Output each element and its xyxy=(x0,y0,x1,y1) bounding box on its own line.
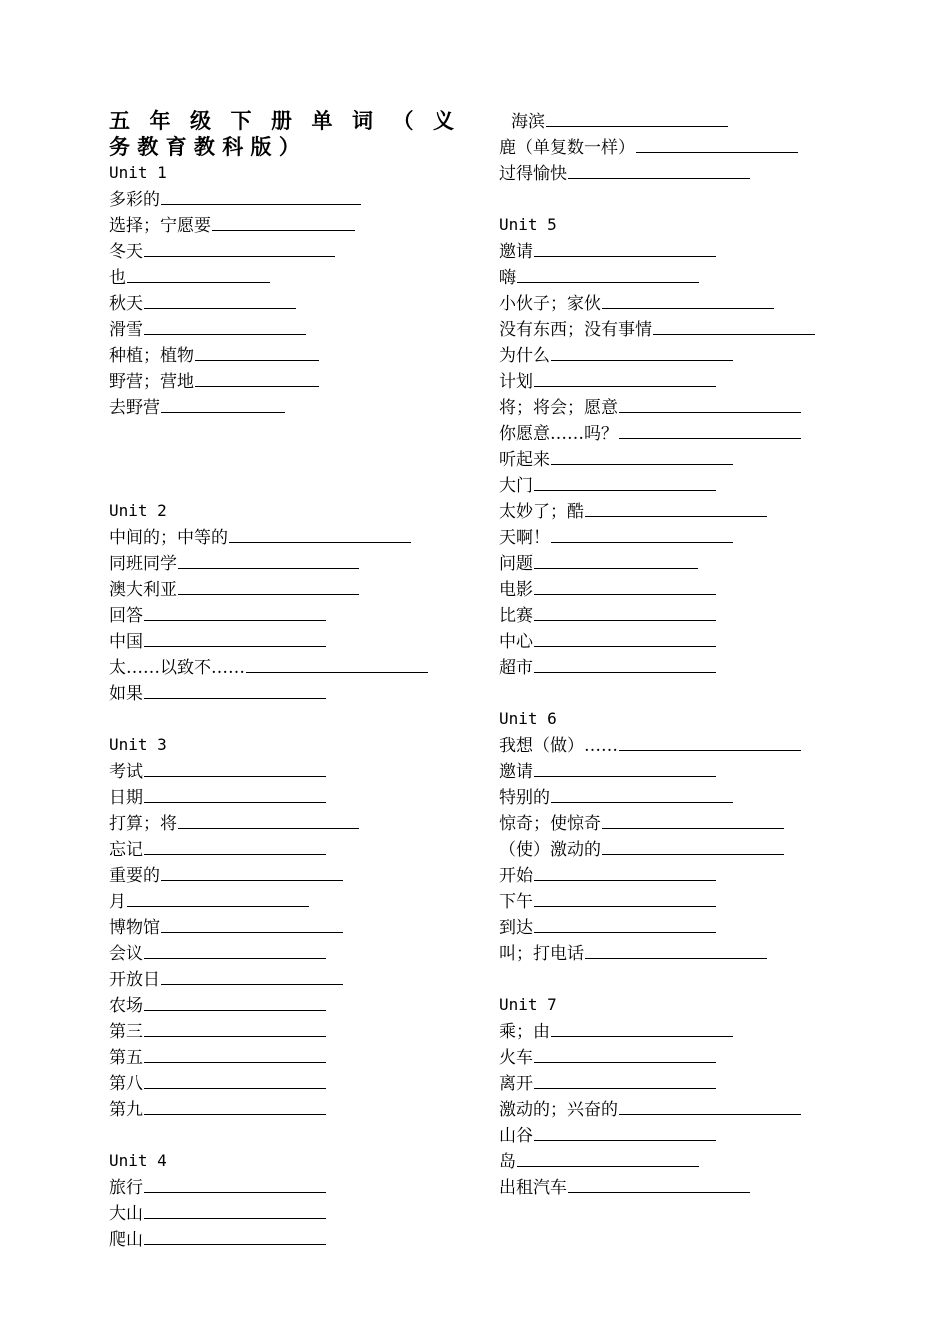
answer-blank[interactable] xyxy=(619,1096,801,1115)
answer-blank[interactable] xyxy=(551,784,733,803)
answer-blank[interactable] xyxy=(534,1122,716,1141)
word-label: 惊奇；使惊奇 xyxy=(499,814,601,834)
word-label: 你愿意……吗？ xyxy=(499,424,618,444)
answer-blank[interactable] xyxy=(144,1226,326,1245)
answer-blank[interactable] xyxy=(178,810,359,829)
word-label: 农场 xyxy=(109,996,143,1016)
word-label: 乘；由 xyxy=(499,1022,550,1042)
answer-blank[interactable] xyxy=(144,238,335,257)
word-label: 中间的；中等的 xyxy=(109,528,228,548)
word-label: 同班同学 xyxy=(109,554,177,574)
answer-blank[interactable] xyxy=(551,1018,733,1037)
word-label: 月 xyxy=(109,892,126,912)
word-row xyxy=(499,654,844,680)
unit-heading: Unit 7 xyxy=(499,995,557,1014)
answer-blank[interactable] xyxy=(534,368,716,387)
word-label: 会议 xyxy=(109,944,143,964)
word-row xyxy=(109,1044,454,1070)
answer-blank[interactable] xyxy=(534,550,698,569)
word-label: 考试 xyxy=(109,762,143,782)
word-label: 野营；营地 xyxy=(109,372,194,392)
word-label: 如果 xyxy=(109,684,143,704)
answer-blank[interactable] xyxy=(534,576,716,595)
unit-heading: Unit 2 xyxy=(109,501,167,520)
answer-blank[interactable] xyxy=(161,966,343,985)
answer-blank[interactable] xyxy=(619,732,801,751)
answer-blank[interactable] xyxy=(144,1174,326,1193)
answer-blank[interactable] xyxy=(161,394,285,413)
answer-blank[interactable] xyxy=(212,212,355,231)
word-row xyxy=(499,862,844,888)
answer-blank[interactable] xyxy=(229,524,411,543)
answer-blank[interactable] xyxy=(144,1200,326,1219)
word-label: 太……以致不…… xyxy=(109,658,245,678)
answer-blank[interactable] xyxy=(144,680,326,699)
word-row xyxy=(499,368,844,394)
answer-blank[interactable] xyxy=(161,186,361,205)
word-label: 开始 xyxy=(499,866,533,886)
word-row xyxy=(499,1070,844,1096)
word-row xyxy=(499,160,844,186)
word-row xyxy=(499,836,844,862)
word-row xyxy=(109,914,454,940)
word-row xyxy=(109,316,454,342)
word-label: 滑雪 xyxy=(109,320,143,340)
answer-blank[interactable] xyxy=(178,550,359,569)
word-row xyxy=(499,1122,844,1148)
answer-blank[interactable] xyxy=(534,1044,716,1063)
word-row xyxy=(109,212,454,238)
answer-blank[interactable] xyxy=(585,498,767,517)
word-label: 也 xyxy=(109,268,126,288)
answer-blank[interactable] xyxy=(551,342,733,361)
word-label: 激动的；兴奋的 xyxy=(499,1100,618,1120)
unit-heading: Unit 4 xyxy=(109,1151,167,1170)
answer-blank[interactable] xyxy=(144,1044,326,1063)
answer-blank[interactable] xyxy=(144,940,326,959)
word-label: 出租汽车 xyxy=(499,1178,567,1198)
word-row xyxy=(499,758,844,784)
answer-blank[interactable] xyxy=(534,628,716,647)
word-row xyxy=(109,758,454,784)
word-row xyxy=(499,784,844,810)
answer-blank[interactable] xyxy=(534,654,716,673)
word-label: 旅行 xyxy=(109,1178,143,1198)
word-row xyxy=(109,1070,454,1096)
word-row xyxy=(109,524,454,550)
word-label: 邀请 xyxy=(499,242,533,262)
answer-blank[interactable] xyxy=(144,316,306,335)
word-row xyxy=(109,966,454,992)
answer-blank[interactable] xyxy=(568,1174,750,1193)
answer-blank[interactable] xyxy=(144,758,326,777)
word-row xyxy=(109,602,454,628)
word-row xyxy=(499,238,844,264)
word-label: 第九 xyxy=(109,1100,143,1120)
answer-blank[interactable] xyxy=(585,940,767,959)
word-row xyxy=(109,1200,454,1226)
word-row xyxy=(109,992,454,1018)
word-row xyxy=(499,420,844,446)
word-row xyxy=(499,1018,844,1044)
word-label: 种植；植物 xyxy=(109,346,194,366)
answer-blank[interactable] xyxy=(534,862,716,881)
word-label: 邀请 xyxy=(499,762,533,782)
word-label: 听起来 xyxy=(499,450,550,470)
word-label: 爬山 xyxy=(109,1230,143,1250)
answer-blank[interactable] xyxy=(517,1148,699,1167)
word-row xyxy=(499,524,844,550)
word-label: 开放日 xyxy=(109,970,160,990)
word-row xyxy=(499,394,844,420)
word-label: 第五 xyxy=(109,1048,143,1068)
word-label: 离开 xyxy=(499,1074,533,1094)
word-label: 太妙了；酷 xyxy=(499,502,584,522)
word-row xyxy=(109,290,454,316)
word-row xyxy=(109,1174,454,1200)
word-row xyxy=(109,836,454,862)
answer-blank[interactable] xyxy=(619,420,801,439)
word-label: 为什么 xyxy=(499,346,550,366)
answer-blank[interactable] xyxy=(534,914,716,933)
word-row xyxy=(109,888,454,914)
word-row xyxy=(499,550,844,576)
word-row xyxy=(109,810,454,836)
page-title-line2: 务 教 育 教 科 版 ） xyxy=(109,134,300,159)
unit-heading: Unit 3 xyxy=(109,735,167,754)
word-row xyxy=(109,238,454,264)
word-row xyxy=(499,1148,844,1174)
unit2-word-list xyxy=(109,524,454,706)
unit7-word-list xyxy=(499,1018,844,1200)
answer-blank[interactable] xyxy=(568,160,750,179)
answer-blank[interactable] xyxy=(246,654,428,673)
answer-blank[interactable] xyxy=(534,758,716,777)
word-row xyxy=(109,680,454,706)
word-label: 山谷 xyxy=(499,1126,533,1146)
word-label: 冬天 xyxy=(109,242,143,262)
answer-blank[interactable] xyxy=(161,862,343,881)
word-label: 超市 xyxy=(499,658,533,678)
answer-blank[interactable] xyxy=(144,602,326,621)
unit-heading: Unit 1 xyxy=(109,163,167,182)
word-label: 重要的 xyxy=(109,866,160,886)
word-label: 特别的 xyxy=(499,788,550,808)
word-row xyxy=(499,628,844,654)
word-label: 大山 xyxy=(109,1204,143,1224)
word-label: 日期 xyxy=(109,788,143,808)
answer-blank[interactable] xyxy=(551,446,733,465)
word-label: 没有东西；没有事情 xyxy=(499,320,652,340)
word-row xyxy=(499,602,844,628)
answer-blank[interactable] xyxy=(534,602,716,621)
word-label: 第三 xyxy=(109,1022,143,1042)
word-row xyxy=(109,862,454,888)
word-label: 过得愉快 xyxy=(499,164,567,184)
unit-heading: Unit 5 xyxy=(499,215,557,234)
answer-blank[interactable] xyxy=(517,264,699,283)
answer-blank[interactable] xyxy=(178,576,359,595)
answer-blank[interactable] xyxy=(127,264,270,283)
word-row xyxy=(499,498,844,524)
word-row xyxy=(499,1174,844,1200)
word-label: 博物馆 xyxy=(109,918,160,938)
unit-heading: Unit 6 xyxy=(499,709,557,728)
word-label: 秋天 xyxy=(109,294,143,314)
word-row xyxy=(109,368,454,394)
answer-blank[interactable] xyxy=(546,108,728,127)
word-row xyxy=(499,914,844,940)
word-row xyxy=(499,134,844,160)
word-row xyxy=(109,576,454,602)
word-row xyxy=(499,940,844,966)
answer-blank[interactable] xyxy=(534,1070,716,1089)
word-label: 叫；打电话 xyxy=(499,944,584,964)
word-label: 中国 xyxy=(109,632,143,652)
word-row xyxy=(499,810,844,836)
word-row xyxy=(109,186,454,212)
word-label: 火车 xyxy=(499,1048,533,1068)
word-label: 比赛 xyxy=(499,606,533,626)
word-label: 回答 xyxy=(109,606,143,626)
word-row xyxy=(109,1096,454,1122)
word-row xyxy=(109,1018,454,1044)
word-row xyxy=(499,888,844,914)
word-label: 鹿（单复数一样） xyxy=(499,138,635,158)
answer-blank[interactable] xyxy=(161,914,343,933)
word-row xyxy=(109,264,454,290)
answer-blank[interactable] xyxy=(195,368,319,387)
word-label: 计划 xyxy=(499,372,533,392)
unit3-word-list xyxy=(109,758,454,1122)
answer-blank[interactable] xyxy=(144,290,296,309)
unit1-word-list xyxy=(109,186,454,420)
word-label: 第八 xyxy=(109,1074,143,1094)
word-row xyxy=(109,1226,454,1252)
answer-blank[interactable] xyxy=(534,238,716,257)
answer-blank[interactable] xyxy=(534,888,716,907)
answer-blank[interactable] xyxy=(653,316,815,335)
word-row xyxy=(109,342,454,368)
right-column xyxy=(499,108,844,1200)
word-label: 嗨 xyxy=(499,268,516,288)
answer-blank[interactable] xyxy=(636,134,798,153)
word-label: （使）激动的 xyxy=(499,840,601,860)
answer-blank[interactable] xyxy=(144,1018,326,1037)
answer-blank[interactable] xyxy=(144,1070,326,1089)
word-label: 我想（做）…… xyxy=(499,736,618,756)
word-label: 天啊！ xyxy=(499,528,550,548)
word-label: 大门 xyxy=(499,476,533,496)
word-row xyxy=(499,1044,844,1070)
word-row xyxy=(109,654,454,680)
word-row xyxy=(499,316,844,342)
word-label: 到达 xyxy=(499,918,533,938)
answer-blank[interactable] xyxy=(619,394,801,413)
word-row xyxy=(499,576,844,602)
answer-blank[interactable] xyxy=(127,888,309,907)
word-row xyxy=(499,1096,844,1122)
word-row xyxy=(499,108,844,134)
word-row xyxy=(499,446,844,472)
answer-blank[interactable] xyxy=(195,342,319,361)
word-label: 选择；宁愿要 xyxy=(109,216,211,236)
word-row xyxy=(499,264,844,290)
word-row xyxy=(109,628,454,654)
unit6-word-list xyxy=(499,732,844,966)
word-label: 中心 xyxy=(499,632,533,652)
unit4-word-list xyxy=(109,1174,454,1252)
answer-blank[interactable] xyxy=(144,628,326,647)
word-label: 多彩的 xyxy=(109,190,160,210)
word-label: 忘记 xyxy=(109,840,143,860)
answer-blank[interactable] xyxy=(602,290,774,309)
word-row xyxy=(109,784,454,810)
word-label: 澳大利亚 xyxy=(109,580,177,600)
word-label: 打算；将 xyxy=(109,814,177,834)
answer-blank[interactable] xyxy=(534,472,716,491)
answer-blank[interactable] xyxy=(144,784,326,803)
answer-blank[interactable] xyxy=(144,1096,326,1115)
word-label: 电影 xyxy=(499,580,533,600)
page-title-line1: 五 年 级 下 册 单 词 （ 义 xyxy=(109,108,454,133)
word-row xyxy=(109,940,454,966)
word-label: 海滨 xyxy=(511,112,545,132)
word-row xyxy=(499,472,844,498)
word-label: 岛 xyxy=(499,1152,516,1172)
left-column xyxy=(109,108,454,1252)
word-label: 下午 xyxy=(499,892,533,912)
word-label: 将；将会；愿意 xyxy=(499,398,618,418)
unit4-word-list-continued xyxy=(499,108,844,186)
word-row xyxy=(499,290,844,316)
word-label: 问题 xyxy=(499,554,533,574)
answer-blank[interactable] xyxy=(551,524,733,543)
word-label: 去野营 xyxy=(109,398,160,418)
answer-blank[interactable] xyxy=(144,992,326,1011)
word-label: 小伙子；家伙 xyxy=(499,294,601,314)
answer-blank[interactable] xyxy=(602,836,784,855)
answer-blank[interactable] xyxy=(144,836,326,855)
word-row xyxy=(499,342,844,368)
answer-blank[interactable] xyxy=(602,810,784,829)
word-row xyxy=(499,732,844,758)
word-row xyxy=(109,550,454,576)
unit5-word-list xyxy=(499,238,844,680)
word-row xyxy=(109,394,454,420)
